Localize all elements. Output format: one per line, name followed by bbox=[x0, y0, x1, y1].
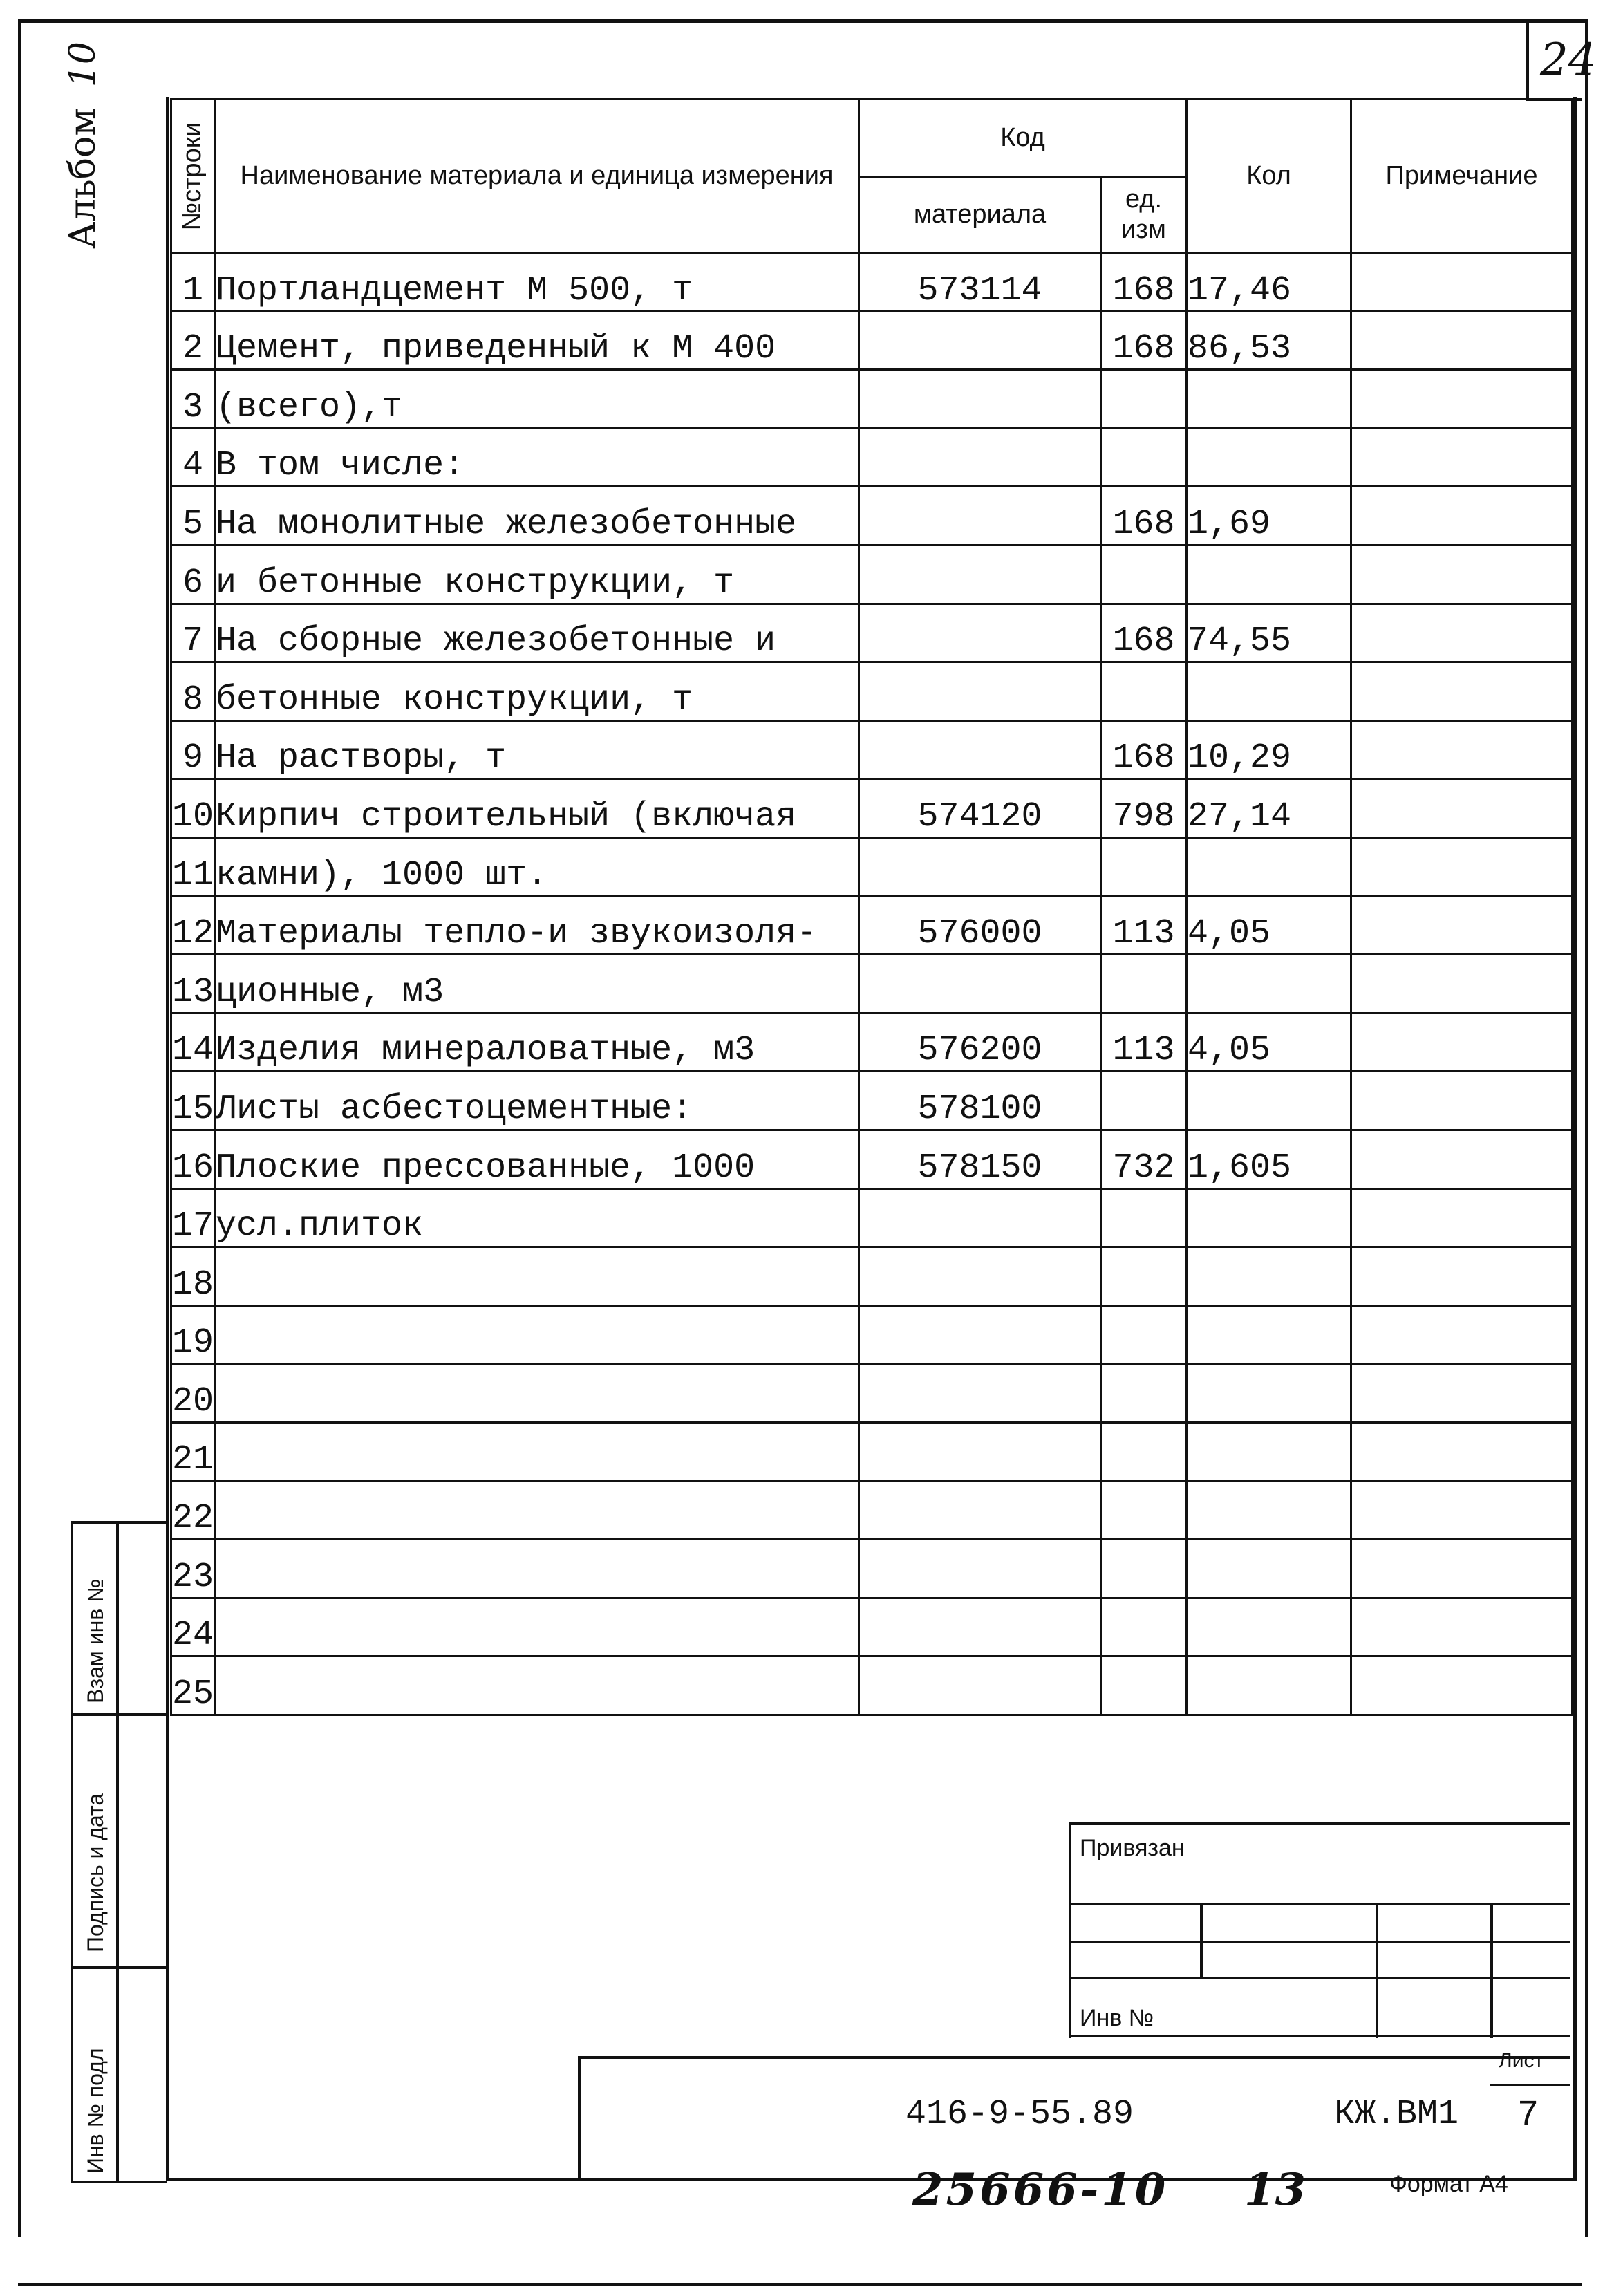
row-number: 3 bbox=[171, 370, 215, 429]
material-code: 576000 bbox=[859, 896, 1101, 955]
header-code-material: материала bbox=[859, 177, 1101, 253]
sheet-number: 7 bbox=[1517, 2095, 1539, 2136]
unit-code: 113 bbox=[1101, 1013, 1187, 1072]
material-name: Цемент, приведенный к М 400 bbox=[215, 311, 859, 370]
row-number: 17 bbox=[171, 1188, 215, 1247]
row-number: 19 bbox=[171, 1305, 215, 1364]
row-number: 15 bbox=[171, 1072, 215, 1130]
row-number: 25 bbox=[171, 1656, 215, 1715]
stamp-signature-date: Подпись и дата bbox=[83, 1793, 108, 1952]
unit-code: 168 bbox=[1101, 253, 1187, 312]
row-number: 8 bbox=[171, 662, 215, 721]
material-name: усл.плиток bbox=[215, 1188, 859, 1247]
unit-code: 113 bbox=[1101, 896, 1187, 955]
main-frame bbox=[166, 97, 1577, 2181]
row-number: 22 bbox=[171, 1481, 215, 1540]
document-mark: КЖ.ВМ1 bbox=[1334, 2095, 1459, 2134]
material-name: На монолитные железобетонные bbox=[215, 487, 859, 545]
material-name: (всего),т bbox=[215, 370, 859, 429]
header-quantity: Кол bbox=[1187, 100, 1351, 253]
header-name: Наименование материала и единица измерения bbox=[215, 100, 859, 253]
row-number: 18 bbox=[171, 1247, 215, 1306]
album-label bbox=[62, 41, 104, 249]
quantity: 10,29 bbox=[1187, 720, 1351, 779]
row-number: 21 bbox=[171, 1422, 215, 1481]
row-number: 13 bbox=[171, 955, 215, 1014]
document-code: 416-9-55.89 bbox=[906, 2095, 1134, 2134]
material-name: Кирпич строительный (включая bbox=[215, 779, 859, 838]
quantity: 1,605 bbox=[1187, 1130, 1351, 1188]
header-code-group: Код bbox=[859, 100, 1187, 177]
quantity: 74,55 bbox=[1187, 604, 1351, 662]
material-name: В том числе: bbox=[215, 428, 859, 487]
handwritten-13: 13 bbox=[1244, 2164, 1306, 2216]
unit-code: 168 bbox=[1101, 604, 1187, 662]
quantity: 4,05 bbox=[1187, 1013, 1351, 1072]
material-name: Портландцемент М 500, т bbox=[215, 253, 859, 312]
unit-code: 168 bbox=[1101, 311, 1187, 370]
sheet-corner-number: 24 bbox=[1540, 35, 1597, 86]
material-name: Материалы тепло-и звукоизоля- bbox=[215, 896, 859, 955]
material-code: 578150 bbox=[859, 1130, 1101, 1188]
row-number: 20 bbox=[171, 1364, 215, 1423]
material-code: 576200 bbox=[859, 1013, 1101, 1072]
header-row-number: №строки bbox=[171, 100, 215, 253]
material-code: 578100 bbox=[859, 1072, 1101, 1130]
sheet-label: Лист bbox=[1499, 2049, 1544, 2072]
stamp-inv-original: Инв № подл bbox=[83, 2048, 108, 2174]
row-number: 11 bbox=[171, 837, 215, 896]
unit-code: 798 bbox=[1101, 779, 1187, 838]
album-number: 10 bbox=[62, 41, 104, 88]
material-name: Изделия минераловатные, м3 bbox=[215, 1013, 859, 1072]
quantity: 4,05 bbox=[1187, 896, 1351, 955]
inv-no-label: Инв № bbox=[1080, 2005, 1154, 2031]
material-name: Листы асбестоцементные: bbox=[215, 1072, 859, 1130]
row-number: 23 bbox=[171, 1540, 215, 1598]
material-name: и бетонные конструкции, т bbox=[215, 545, 859, 604]
stamp-replacement-inv: Взам инв № bbox=[83, 1578, 108, 1704]
material-name: бетонные конструкции, т bbox=[215, 662, 859, 721]
unit-code: 168 bbox=[1101, 487, 1187, 545]
material-name: На сборные железобетонные и bbox=[215, 604, 859, 662]
row-number: 14 bbox=[171, 1013, 215, 1072]
corner-box-left bbox=[1526, 19, 1529, 101]
album-label-text: Альбом bbox=[62, 108, 104, 249]
row-number: 10 bbox=[171, 779, 215, 838]
material-name: ционные, м3 bbox=[215, 955, 859, 1014]
format-label: Формат А4 bbox=[1389, 2171, 1508, 2197]
row-number: 9 bbox=[171, 720, 215, 779]
unit-code: 732 bbox=[1101, 1130, 1187, 1188]
handwritten-number: 25666-10 bbox=[912, 2164, 1169, 2216]
row-number: 7 bbox=[171, 604, 215, 662]
row-number: 24 bbox=[171, 1598, 215, 1656]
row-number: 6 bbox=[171, 545, 215, 604]
row-number: 2 bbox=[171, 311, 215, 370]
side-stamp bbox=[71, 1521, 167, 2183]
material-name: На растворы, т bbox=[215, 720, 859, 779]
header-code-unit: ед. изм bbox=[1101, 177, 1187, 253]
header-note: Примечание bbox=[1351, 100, 1573, 253]
material-code: 574120 bbox=[859, 779, 1101, 838]
row-number: 1 bbox=[171, 253, 215, 312]
row-number: 16 bbox=[171, 1130, 215, 1188]
row-number: 4 bbox=[171, 428, 215, 487]
material-name: камни), 1000 шт. bbox=[215, 837, 859, 896]
quantity: 17,46 bbox=[1187, 253, 1351, 312]
row-number: 5 bbox=[171, 487, 215, 545]
linked-label: Привязан bbox=[1080, 1835, 1185, 1861]
page-frame-bottom bbox=[18, 2283, 1582, 2286]
material-name: Плоские прессованные, 1000 bbox=[215, 1130, 859, 1188]
material-code: 573114 bbox=[859, 253, 1101, 312]
unit-code: 168 bbox=[1101, 720, 1187, 779]
row-number: 12 bbox=[171, 896, 215, 955]
quantity: 27,14 bbox=[1187, 779, 1351, 838]
quantity: 1,69 bbox=[1187, 487, 1351, 545]
quantity: 86,53 bbox=[1187, 311, 1351, 370]
